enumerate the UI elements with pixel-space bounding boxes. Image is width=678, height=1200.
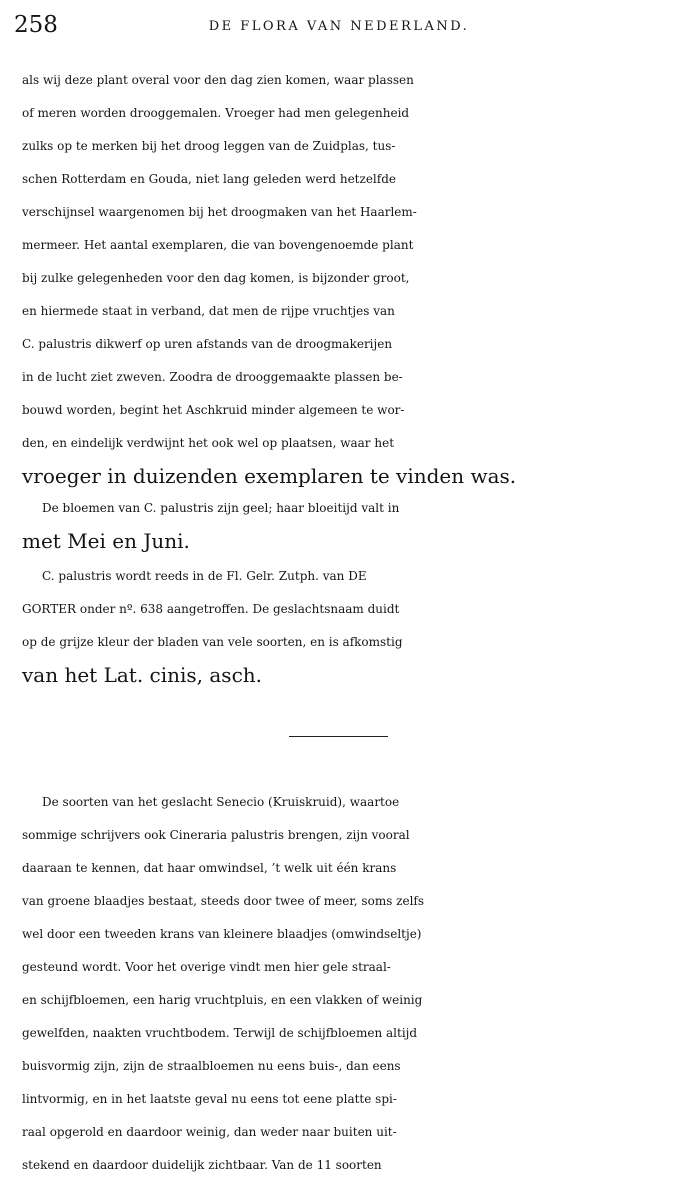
- text-line: gesteund wordt. Voor het overige vindt men hier gele straal-: [22, 960, 391, 974]
- text-line: in de lucht ziet zweven. Zoodra de drooggemaakte plassen be-: [22, 370, 403, 384]
- text-line: op de grijze kleur der bladen van vele soorten, en is afkomstig: [22, 635, 403, 649]
- text-line: met Mei en Juni.: [22, 529, 190, 553]
- paragraph-flowering: [22, 492, 667, 558]
- text-line: lintvormig, en in het laatste geval nu eens tot eene platte spi-: [22, 1092, 397, 1106]
- running-title: DE FLORA VAN NEDERLAND.: [208, 19, 470, 34]
- text-line: van groene blaadjes bestaat, steeds door twee of meer, soms zelfs: [22, 894, 425, 908]
- text-line: wel door een tweeden krans van kleinere blaadjes (omwindseltje): [22, 927, 422, 941]
- text-line: verschijnsel waargenomen bij het droogmaken van het Haarlem-: [22, 205, 417, 219]
- text-line: De soorten van het geslacht Senecio (Kruiskruid), waartoe: [42, 795, 400, 809]
- page-number: 258: [14, 12, 58, 38]
- text-line: en schijfbloemen, een harig vruchtpluis, en een vlakken of weinig: [22, 993, 423, 1007]
- text-line: daaraan te kennen, dat haar omwindsel, ’t welk uit één krans: [22, 861, 397, 875]
- paragraph-etymology: [22, 560, 667, 692]
- paragraph-calendula-occurrence: [22, 64, 667, 493]
- text-line: zulks op te merken bij het droog leggen van de Zuidplas, tus-: [22, 139, 396, 153]
- text-line: sommige schrijvers ook Cineraria palustris brengen, zijn vooral: [22, 828, 410, 842]
- page-header: [14, 12, 664, 42]
- text-line: mermeer. Het aantal exemplaren, die van bovengenoemde plant: [22, 238, 414, 252]
- text-line: C. palustris dikwerf op uren afstands van de droogmakerijen: [22, 337, 393, 351]
- text-line: of meren worden drooggemalen. Vroeger had men gelegenheid: [22, 106, 410, 120]
- text-line: bij zulke gelegenheden voor den dag komen, is bijzonder groot,: [22, 271, 410, 285]
- text-line: den, en eindelijk verdwijnt het ook wel op plaatsen, waar het: [22, 436, 395, 450]
- text-line: De bloemen van C. palustris zijn geel; haar bloeitijd valt in: [42, 501, 400, 515]
- text-line: GORTER onder nº. 638 aangetroffen. De geslachtsnaam duidt: [22, 602, 400, 616]
- text-line: als wij deze plant overal voor den dag zien komen, waar plassen: [22, 73, 414, 87]
- text-line: gewelfden, naakten vruchtbodem. Terwijl de schijfbloemen altijd: [22, 1026, 418, 1040]
- text-line: buisvormig zijn, zijn de straalbloemen nu eens buis-, dan eens: [22, 1059, 401, 1073]
- text-line: schen Rotterdam en Gouda, niet lang geleden werd hetzelfde: [22, 172, 396, 186]
- text-line: stekend en daardoor duidelijk zichtbaar. Van de 11 soorten: [22, 1158, 382, 1172]
- text-line: C. palustris wordt reeds in de Fl. Gelr. Zutph. van DE: [42, 569, 367, 583]
- text-line: raal opgerold en daardoor weinig, dan weder naar buiten uit-: [22, 1125, 397, 1139]
- paragraph-senecio: [22, 786, 667, 1182]
- text-line: vroeger in duizenden exemplaren te vinden was.: [22, 464, 517, 488]
- section-divider: [289, 736, 388, 737]
- text-line: van het Lat. cinis, asch.: [22, 663, 263, 687]
- text-line: en hiermede staat in verband, dat men de rijpe vruchtjes van: [22, 304, 395, 318]
- text-line: bouwd worden, begint het Aschkruid minder algemeen te wor-: [22, 403, 405, 417]
